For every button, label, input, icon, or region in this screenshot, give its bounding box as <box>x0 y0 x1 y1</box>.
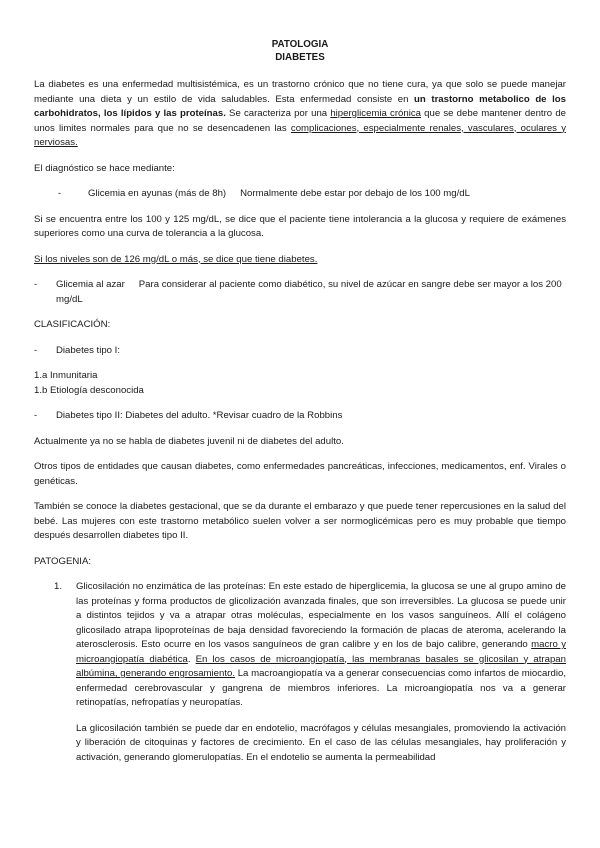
patogenia-item-1 <box>34 580 566 711</box>
bullet-dash: - <box>34 279 38 290</box>
bullet-dash: - <box>58 188 62 199</box>
glicosilacion-paragraph: La glicosilación también se puede dar en endotelio, macrófagos y células mesangiales, promoviendo la activación y liberación de citoquinas y factores de crecimiento. En el caso de las células mesangiales, hay proliferación y activación, generando glomerulopatías. En el endotelio se aumenta la permeabilidad <box>76 722 566 763</box>
actualmente-paragraph: Actualmente ya no se habla de diabetes juvenil ni de diabetes del adulto. <box>34 435 344 447</box>
bullet-label: Glicemia en ayunas (más de 8h) <box>88 188 227 199</box>
intro-underline-complicaciones: complicaciones, especialmente renales, vasculares, oculares y nerviosas. <box>34 122 566 148</box>
bullet-diabetes-tipo2 <box>34 409 566 424</box>
title-diabetes: DIABETES <box>275 52 325 63</box>
gestacional-paragraph: También se conoce la diabetes gestacional, que se da durante el embarazo y que puede tener repercusiones en la salud del bebé. Las mujeres con este trastorno metabólico suelen volver a ser normoglicémicas pero es muy probable que tiempo después desarrollen diabetes tipo II. <box>34 501 566 541</box>
item-text-e: La macroangiopatía va a generar consecuencias como infartos de miocardio, enfermedad cerebrovascular y gangrena de miembros inferiores. La microangiopatía nos va a generar retinopatías, nefropatías y neuropatías. <box>76 668 566 708</box>
intro-text-e: que se debe mantener dentro de unos limites normales para que no se desencadenen las <box>34 108 566 134</box>
item-text-a: Glicosilación no enzimática de las proteínas: En este estado de hiperglicemia, la glucosa se une al grupo amino de las proteínas y forma productos de glicolización avanzada finales, que son irreversibles. La glucosa se puede unir a distintos tejidos y va a atrapar otras moléculas, especialmente en los vasos sanguíneos. Allí el colágeno glicosilado atrapa lipoproteínas de baja densidad favoreciendo la formación de placas de ateroma, acelerando la aterosclerosis. Esto ocurre en los vasos sanguíneos de gran calibre y en los de bajo calibre, generando <box>76 581 566 650</box>
bullet-glicemia-ayunas <box>34 187 566 202</box>
item-number: 1. <box>54 581 63 592</box>
bullet-text: Diabetes tipo II: Diabetes del adulto. *Revisar cuadro de la Robbins <box>56 410 343 421</box>
bullet-dash: - <box>34 344 38 356</box>
bullet-text: Diabetes tipo I: <box>56 344 120 356</box>
intro-paragraph <box>34 78 566 151</box>
item-text-c: . <box>187 653 196 665</box>
patogenia-heading: PATOGENIA: <box>34 555 92 567</box>
clasificacion-heading: CLASIFICACIÓN: <box>34 319 111 330</box>
intro-text-a: La diabetes es una enfermedad multisistémica, es un trastorno crónico que no tiene cura, ya que solo se puede manejar mediante una dieta y un estilo de vida saludables. Esta enfermedad consiste en <box>34 79 566 105</box>
bullet-label: Glicemia al azar <box>56 279 125 290</box>
bullet-diabetes-tipo1 <box>34 344 566 359</box>
document-page <box>34 38 566 765</box>
subitem-etiologia: 1.b Etiología desconocida <box>34 384 144 396</box>
otros-tipos-paragraph: Otros tipos de entidades que causan diabetes, como enfermedades pancreáticas, infecciones, medicamentos, enf. Virales o genéticas. <box>34 461 566 487</box>
intro-bold: un trastorno metabolico de los carbohidratos, los lípidos y las proteínas. <box>34 93 566 119</box>
subitem-inmunitaria: 1.a Inmunitaria <box>34 370 98 381</box>
diagnostico-intro: El diagnóstico se hace mediante: <box>34 162 175 174</box>
item-underline-angiopatia: macro y microangiopatía diabética <box>76 639 566 665</box>
bullet-glicemia-azar <box>34 278 566 307</box>
item-underline-microangiopatia: En los casos de microangiopatía, las membranas basales se glicosilan y atrapan albúmina, generando engrosamiento. <box>76 653 566 679</box>
intro-text-c: Se caracteriza por una <box>225 108 331 119</box>
title-patologia: PATOLOGIA <box>271 39 329 50</box>
intro-underline-hiperglicemia: hiperglicemia crónica <box>330 108 421 119</box>
bullet-dash: - <box>34 410 38 421</box>
bullet-text: Normalmente debe estar por debajo de los 100 mg/dL <box>240 188 470 199</box>
intolerancia-paragraph: Si se encuentra entre los 100 y 125 mg/dL, se dice que el paciente tiene intolerancia a la glucosa y requiere de exámenes superiores como una curva de tolerancia a la glucosa. <box>34 213 566 239</box>
bullet-text: Para considerar al paciente como diabético, su nivel de azúcar en sangre debe ser mayor a los 200 mg/dL <box>56 279 562 305</box>
diabetes-threshold: Si los niveles son de 126 mg/dL o más, se dice que tiene diabetes. <box>34 253 318 265</box>
item-body <box>76 580 566 711</box>
